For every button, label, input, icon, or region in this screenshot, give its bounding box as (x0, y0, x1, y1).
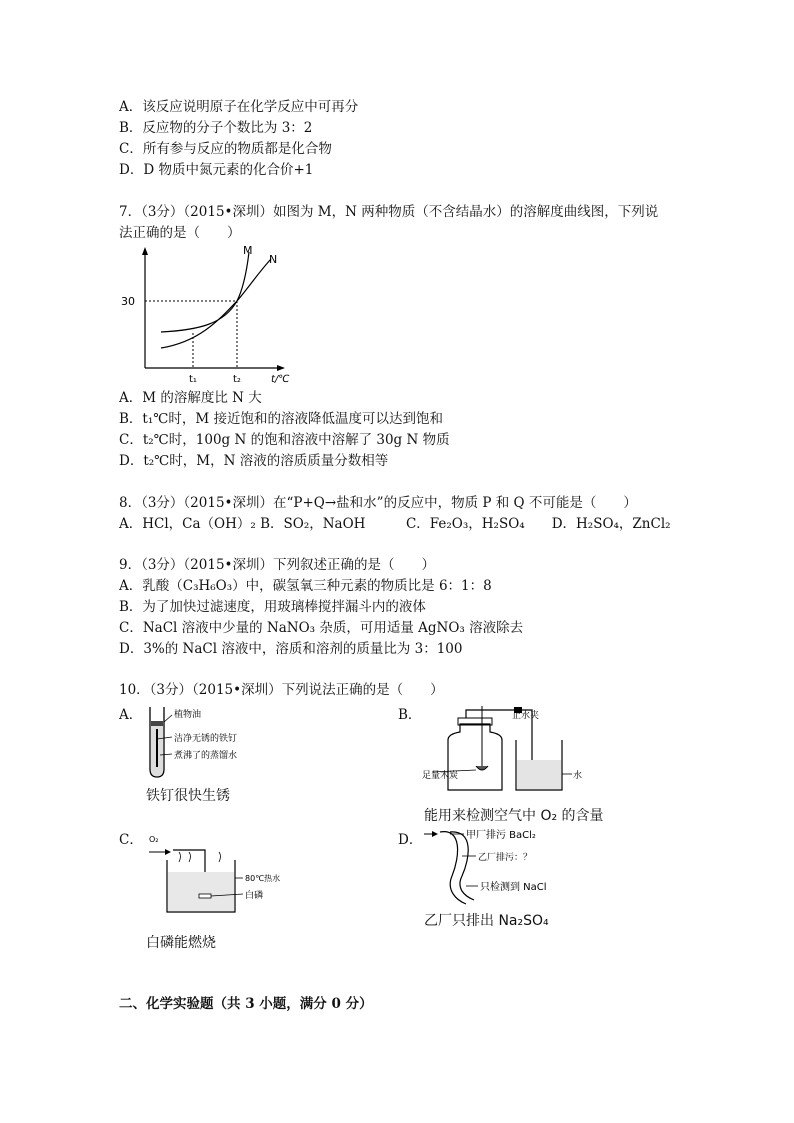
x-axis-arrow (277, 365, 285, 371)
phosphorus-piece (199, 894, 211, 898)
label-phosphorus: 白磷 (245, 891, 264, 901)
label-detected: 只检测到 NaCl (480, 882, 547, 893)
q10-a-letter: A． (119, 707, 143, 723)
tick-t1: t₁ (189, 374, 197, 385)
hot-water (168, 872, 234, 911)
q10-c-letter: C． (119, 832, 143, 848)
label-water: 水 (573, 771, 583, 781)
q10-stem: 10．（3分）（2015•深圳）下列说法正确的是（ ） (119, 682, 444, 698)
river-bank-right (450, 832, 474, 900)
label-clamp: 止水夹 (512, 711, 540, 721)
q6-option-c: C．所有参与反应的物质都是化合物 (119, 141, 332, 157)
q10-a-caption: 铁钉很快生锈 (146, 788, 230, 804)
q9-option-d: D．3%的 NaCl 溶液中，溶质和溶剂的质量比为 3：100 (119, 641, 463, 657)
label-carbon: 足量木炭 (422, 771, 459, 781)
solubility-curve-figure (119, 244, 299, 386)
q7-option-c: C．t₂℃时，100g N 的饱和溶液中溶解了 30g N 物质 (119, 432, 450, 448)
label-o2: O₂ (149, 835, 159, 844)
carbon-combustion-apparatus (420, 706, 600, 798)
q7-stem-line2: 法正确的是（ ） (119, 225, 241, 241)
test-tube-nail-figure (140, 703, 290, 781)
curve-m (161, 252, 249, 332)
tick-t2: t₂ (233, 374, 241, 385)
y-label-30: 30 (121, 295, 135, 308)
label-factory-b: 乙厂排污：？ (478, 853, 533, 863)
oil-layer (151, 721, 163, 726)
q10-d-caption: 乙厂只排出 Na₂SO₄ (424, 913, 549, 929)
curve-n (161, 259, 271, 348)
q6-option-d: D．D 物质中氮元素的化合价+1 (119, 162, 314, 178)
label-n: N (269, 253, 278, 266)
label-nail: 洁净无锈的铁钉 (174, 734, 238, 744)
label-factory-a: 甲厂排污 BaCl₂ (466, 830, 536, 841)
white-phosphorus-beaker (145, 832, 295, 916)
q7-option-b: B．t₁℃时，M 接近饱和的溶液降低温度可以达到饱和 (119, 411, 443, 427)
label-boiled-water: 煮沸了的蒸馏水 (174, 751, 238, 761)
x-unit: t/℃ (271, 374, 290, 385)
q10-b-letter: B． (398, 707, 422, 723)
q10-b-caption: 能用来检测空气中 O₂ 的含量 (424, 808, 604, 824)
y-axis-arrow (142, 247, 148, 255)
q6-option-a: A．该反应说明原子在化学反应中可再分 (119, 99, 359, 115)
beaker-water (517, 760, 561, 789)
steam (179, 852, 221, 862)
q10-d-letter: D． (398, 832, 423, 848)
q7-option-a: A．M 的溶解度比 N 大 (119, 390, 262, 406)
label-hot-water: 80℃热水 (245, 874, 281, 883)
q8-stem: 8．（3分）（2015•深圳）在“P+Q→盐和水”的反应中，物质 P 和 Q 不可能是（ ） (119, 495, 637, 511)
q10-c-caption: 白磷能燃烧 (146, 935, 216, 951)
q8-options: A．HCl，Ca（OH）₂ B．SO₂，NaOH C．Fe₂O₃，H₂SO₄ D．H₂SO₄，ZnCl₂ (119, 516, 671, 532)
combustion-spoon (476, 766, 488, 770)
label-oil: 植物油 (174, 710, 202, 720)
q9-stem: 9．（3分）（2015•深圳）下列叙述正确的是（ ） (119, 557, 435, 573)
q7-option-d: D．t₂℃时，M，N 溶液的溶质质量分数相等 (119, 453, 389, 469)
q6-option-b: B．反应物的分子个数比为 3：2 (119, 120, 313, 136)
q9-option-a: A．乳酸（C₃H₆O₃）中，碳氢氧三种元素的物质比是 6：1：8 (119, 578, 492, 594)
q7-stem-line1: 7．（3分）（2015•深圳）如图为 M，N 两种物质（不含结晶水）的溶解度曲线图，下列说 (119, 204, 659, 220)
q9-option-b: B．为了加快过滤速度，用玻璃棒搅拌漏斗内的液体 (119, 599, 426, 615)
label-m: M (243, 244, 253, 257)
river-bank-left (440, 832, 466, 904)
river-pollution-figure (422, 826, 592, 906)
q9-option-c: C．NaCl 溶液中少量的 NaNO₃ 杂质，可用适量 AgNO₃ 溶液除去 (119, 620, 524, 636)
section-2-heading: 二、化学实验题（共 3 小题，满分 0 分） (119, 996, 373, 1012)
